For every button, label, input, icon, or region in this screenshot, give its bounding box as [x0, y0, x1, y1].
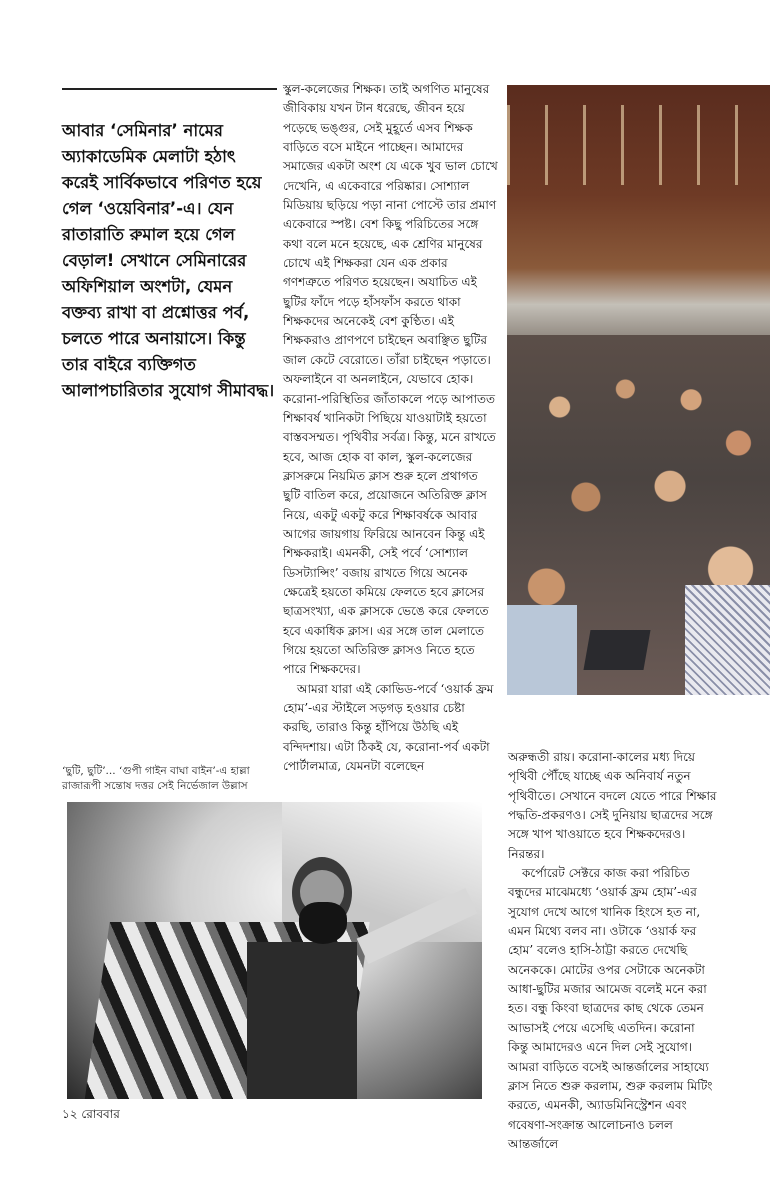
audience-member: [685, 585, 770, 695]
seminar-audience-photo: [507, 85, 770, 695]
pull-quote: আবার ‘সেমিনার’ নামের অ্যাকাডেমিক মেলাটা হঠাৎ করেই সার্বিকভাবে পরিণত হয়ে গেল ‘ওয়েবিনার’-এ। যেন রাতারাতি রুমাল হয়ে গেল বেড়াল! সেখানে সেমিনারের অফিশিয়াল অংশটা, যেমন বক্তব্য রাখা বা প্রশ্নোত্তর পর্ব, চলতে পারে অনায়াসে। কিন্তু তার বাইরে ব্যক্তিগত আলাপচারিতার সুযোগ সীমাবদ্ধ।: [62, 121, 275, 400]
article-paragraph: স্কুল-কলেজের শিক্ষক। তাই অগণিত মানুষের জীবিকায় যখন টান ধরেছে, জীবন হয়ে পড়েছে ভঙ্গুর, সেই মুহূর্তে এসব শিক্ষক বাড়িতে বসে মাইনে পাচ্ছেন। আমাদের সমাজের একটা অংশ যে একে খুব ভাল চোখে দেখেনি, এ একেবারে পরিষ্কার। সোশ্যাল মিডিয়ায় ছড়িয়ে পড়া নানা পোস্টে তার প্রমাণ একেবারে স্পষ্ট। বেশ কিছু পরিচিতের সঙ্গে কথা বলে মনে হয়েছে, এক শ্রেণির মানুষের চোখে এই শিক্ষকরা যেন এক প্রকার গণশত্রুতে পরিণত হয়েছেন। অযাচিত এই ছুটির ফাঁদে পড়ে হাঁসফাঁস করতে থাকা শিক্ষকদের অনেকেই বেশ কুণ্ঠিত। এই শিক্ষকরাও প্রাণপণে চাইছেন অবাঞ্ছিত ছুটির জাল কেটে বেরোতে। তাঁরা চাইছেন পড়াতে। অফলাইনে বা অনলাইনে, যেভাবে হোক। করোনা-পরিস্থিতির জাঁতাকলে পড়ে আপাতত শিক্ষাবর্ষ খানিকটা পিছিয়ে যাওয়াটাই হয়তো বাস্তবসম্মত। পৃথিবীর সর্বত্র। কিন্তু, মনে রাখতে হবে, আজ হোক বা কাল, স্কুল-কলেজের ক্লাসরুমে নিয়মিত ক্লাস শুরু হলে প্রথাগত ছুটি বাতিল করে, প্রয়োজনে অতিরিক্ত ক্লাস নিয়ে, একটু একটু করে শিক্ষাবর্ষকে আবার আগের জায়গায় ফিরিয়ে আনবেন কিন্তু এই শিক্ষকরাই। এমনকী, সেই পর্বে ‘সোশ্যাল ডিসট্যান্সিং’ বজায় রাখতে গিয়ে অনেক ক্ষেত্রেই হয়তো কমিয়ে ফেলতে হবে ক্লাসের ছাত্রসংখ্যা, এক ক্লাসকে ভেঙে করে ফেলতে হবে একাধিক ক্লাস। এর সঙ্গে তাল মেলাতে গিয়ে হয়তো অতিরিক্ত ক্লাসও নিতে হতে পারে শিক্ষকদের।: [283, 82, 498, 677]
laptop: [583, 630, 650, 670]
film-still-photo: [67, 802, 482, 1099]
article-paragraph: অরুন্ধতী রায়। করোনা-কালের মধ্য দিয়ে পৃথিবী পৌঁছে যাচ্ছে এক অনিবার্য নতুন পৃথিবীতে। সেখানে বদলে যেতে পারে শিক্ষার পদ্ধতি-প্রকরণও। সেই দুনিয়ায় ছাত্রদের সঙ্গে সঙ্গে খাপ খাওয়াতে হবে শিক্ষকদেরও। নিরন্তর।: [508, 750, 717, 861]
article-column-right: [508, 748, 718, 1154]
ceiling-lights: [507, 105, 770, 185]
page-folio: ১২ রোববার: [62, 1107, 120, 1121]
article-paragraph: আমরা যারা এই কোভিড-পর্বে ‘ওয়ার্ক ফ্রম হোম’-এর স্টাইলে সড়গড় হওয়ার চেষ্টা করছি, তারাও কিন্তু হাঁপিয়ে উঠছি এই বন্দিদশায়। এটা ঠিকই যে, করোনা-পর্ব একটা পোর্টালমাত্র, যেমনটা বলেছেন: [283, 681, 494, 774]
actor-body: [247, 942, 357, 1099]
article-paragraph: কর্পোরেট সেক্টরে কাজ করা পরিচিত বন্ধুদের মাঝেমধ্যে ‘ওয়ার্ক ফ্রম হোম’-এর সুযোগ দেখে আগে খানিক হিংসে হত না, এমন মিথ্যে বলব না। ওটাকে ‘ওয়ার্ক ফর হোম’ বলেও হাসি-ঠাট্টা করতে দেখেছি অনেককে। মোটের ওপর সেটাকে অনেকটা আধা-ছুটির মজার আমেজ বলেই মনে করা হত। বন্ধু কিংবা ছাত্রদের কাছ থেকে তেমন আভাসই পেয়ে এসেছি এতদিন। করোনা কিন্তু আমাদেরও এনে দিল সেই সুযোগ। আমরা বাড়িতে বসেই আন্তর্জালের সাহায্যে ক্লাস নিতে শুরু করলাম, শুরু করলাম মিটিং করতে, এমনকী, অ্যাডমিনিস্ট্রেশন এবং গবেষণা-সংক্রান্ত আলোচনাও চলল আন্তর্জালে: [508, 866, 713, 1151]
pull-quote-rule: [62, 88, 277, 90]
actor-beard: [299, 902, 347, 944]
photo-caption: ‘ছুটি, ছুটি’... ‘গুপী গাইন বাঘা বাইন’-এ হাল্লা রাজারূপী সন্তোষ দত্তর সেই নির্ভেজাল উল্লাস: [62, 765, 250, 792]
audience-member: [507, 605, 577, 695]
article-column-middle: [283, 80, 498, 776]
